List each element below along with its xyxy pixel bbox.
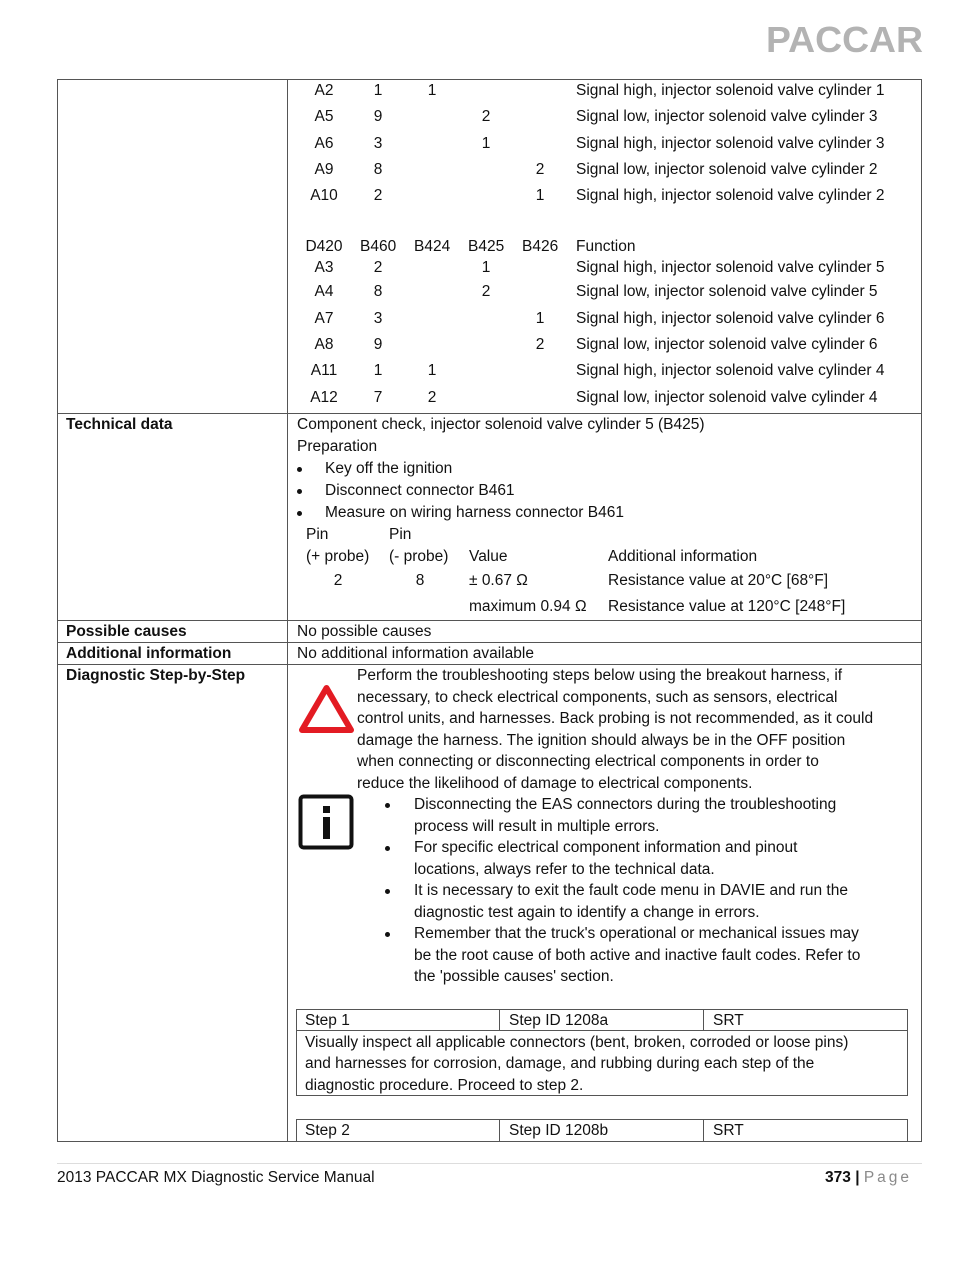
step-2-col-divider	[703, 1119, 704, 1141]
b460-cell: 9	[373, 108, 383, 125]
b426-cell: 1	[535, 310, 545, 327]
b460-cell: 1	[373, 362, 383, 379]
warning-icon	[298, 684, 355, 734]
function-cell: Signal low, injector solenoid valve cylinder 2	[576, 161, 878, 178]
table-right-border	[921, 79, 922, 1142]
function-cell: Signal low, injector solenoid valve cylinder 4	[576, 389, 878, 406]
possible-causes-text: No possible causes	[297, 623, 432, 640]
bullet-icon	[297, 489, 302, 494]
info-icon	[298, 794, 355, 850]
function-cell: Signal high, injector solenoid valve cylinder 6	[576, 310, 885, 327]
step-1-col-divider	[703, 1009, 704, 1031]
b424-cell: 1	[427, 82, 437, 99]
d420-cell: A12	[310, 389, 338, 406]
list-item-text: Disconnecting the EAS connectors during the troubleshooting	[414, 796, 837, 813]
b460-cell: 9	[373, 336, 383, 353]
warning-line: control units, and harnesses. Back probing is not recommended, as it could	[357, 710, 874, 727]
additional-information-label: Additional information	[66, 645, 232, 662]
function-cell: Signal low, injector solenoid valve cylinder 5	[576, 283, 878, 300]
function-cell: Signal high, injector solenoid valve cylinder 4	[576, 362, 885, 379]
info-cell: Resistance value at 120°C [248°F]	[608, 598, 846, 615]
d420-cell: A6	[314, 135, 334, 152]
d420-cell: A3	[314, 259, 334, 276]
d420-cell: A8	[314, 336, 334, 353]
list-item-text: diagnostic test again to identify a change in errors.	[414, 904, 760, 921]
bullet-icon	[385, 932, 390, 937]
d420-cell: A10	[310, 187, 338, 204]
warning-line: reduce the likelihood of damage to electrical components.	[357, 775, 753, 792]
step-1-text: Visually inspect all applicable connectors (bent, broken, corroded or loose pins)	[305, 1034, 849, 1051]
col-header-pin-minus: Pin	[389, 526, 412, 543]
function-cell: Signal low, injector solenoid valve cylinder 6	[576, 336, 878, 353]
table-top-border	[57, 79, 922, 80]
d420-cell: A7	[314, 310, 334, 327]
value-cell: ± 0.67 Ω	[469, 572, 528, 589]
step-2-id: Step ID 1208b	[509, 1122, 609, 1139]
function-cell: Signal low, injector solenoid valve cylinder 3	[576, 108, 878, 125]
list-item-text: Disconnect connector B461	[325, 482, 515, 499]
b424-cell: 1	[427, 362, 437, 379]
list-item-text: For specific electrical component information and pinout	[414, 839, 798, 856]
step-2-top-border	[296, 1119, 908, 1120]
col-header-minus-probe: (- probe)	[389, 548, 449, 565]
b460-cell: 2	[373, 187, 383, 204]
step-1-type: SRT	[713, 1012, 744, 1029]
b426-cell: 1	[535, 187, 545, 204]
bullet-icon	[385, 846, 390, 851]
footer-page-number	[825, 1168, 912, 1188]
pin-minus-cell: 8	[415, 572, 425, 589]
function-cell: Signal high, injector solenoid valve cylinder 2	[576, 187, 885, 204]
step-2-right-border	[907, 1119, 908, 1141]
bullet-icon	[385, 803, 390, 808]
row-divider	[57, 664, 922, 665]
pin-plus-cell: 2	[333, 572, 343, 589]
preparation-label: Preparation	[297, 438, 378, 455]
b460-cell: 7	[373, 389, 383, 406]
b460-cell: 8	[373, 283, 383, 300]
function-cell: Signal high, injector solenoid valve cylinder 3	[576, 135, 885, 152]
step-1-label: Step 1	[305, 1012, 350, 1029]
technical-data-label: Technical data	[66, 416, 173, 433]
logo-text: PACCAR	[766, 22, 923, 56]
b460-cell: 8	[373, 161, 383, 178]
row-divider	[57, 620, 922, 621]
warning-line: when connecting or disconnecting electrical components in order to	[357, 753, 819, 770]
b426-cell: 2	[535, 161, 545, 178]
b460-cell: 1	[373, 82, 383, 99]
row-divider	[57, 413, 922, 414]
b425-cell: 2	[481, 283, 491, 300]
col-header-value: Value	[469, 548, 508, 565]
step-2-left-border	[296, 1119, 297, 1141]
step-2-col-divider	[499, 1119, 500, 1141]
col-header-b426: B426	[522, 238, 559, 255]
paccar-logo	[766, 22, 924, 56]
b424-cell: 2	[427, 389, 437, 406]
info-cell: Resistance value at 20°C [68°F]	[608, 572, 829, 589]
additional-information-text: No additional information available	[297, 645, 534, 662]
step-1-id: Step ID 1208a	[509, 1012, 609, 1029]
b425-cell: 2	[481, 108, 491, 125]
step-1-text: and harnesses for corrosion, damage, and rubbing during each step of the	[305, 1055, 815, 1072]
warning-line: Perform the troubleshooting steps below using the breakout harness, if	[357, 667, 843, 684]
col-header-function: Function	[576, 238, 636, 255]
col-header-d420: D420	[305, 238, 343, 255]
col-header-b460: B460	[360, 238, 397, 255]
b460-cell: 3	[373, 135, 383, 152]
list-item-text: It is necessary to exit the fault code menu in DAVIE and run the	[414, 882, 848, 899]
list-item-text: the 'possible causes' section.	[414, 968, 614, 985]
bullet-icon	[297, 511, 302, 516]
b460-cell: 2	[373, 259, 383, 276]
function-cell: Signal high, injector solenoid valve cylinder 5	[576, 259, 885, 276]
page-separator: |	[855, 1169, 860, 1186]
page-word: Page	[863, 1169, 913, 1186]
footer-divider	[57, 1163, 922, 1164]
diagnostic-label: Diagnostic Step-by-Step	[66, 667, 246, 684]
table-left-border	[57, 79, 58, 1142]
d420-cell: A9	[314, 161, 334, 178]
bullet-icon	[297, 467, 302, 472]
b426-cell: 2	[535, 336, 545, 353]
list-item-text: process will result in multiple errors.	[414, 818, 660, 835]
step-1-text: diagnostic procedure. Proceed to step 2.	[305, 1077, 584, 1094]
bullet-icon	[385, 889, 390, 894]
step-2-label: Step 2	[305, 1122, 350, 1139]
col-header-pin-plus: Pin	[306, 526, 329, 543]
col-header-b424: B424	[414, 238, 451, 255]
b425-cell: 1	[481, 135, 491, 152]
d420-cell: A4	[314, 283, 334, 300]
warning-line: damage the harness. The ignition should always be in the OFF position	[357, 732, 846, 749]
d420-cell: A2	[314, 82, 334, 99]
col-header-plus-probe: (+ probe)	[306, 548, 370, 565]
technical-data-title: Component check, injector solenoid valve cylinder 5 (B425)	[297, 416, 705, 433]
step-1-col-divider	[499, 1009, 500, 1031]
b460-cell: 3	[373, 310, 383, 327]
b425-cell: 1	[481, 259, 491, 276]
list-item-text: Remember that the truck's operational or mechanical issues may	[414, 925, 859, 942]
d420-cell: A11	[310, 362, 338, 379]
row-divider	[57, 642, 922, 643]
table-bottom-border	[57, 1141, 922, 1142]
list-item-text: locations, always refer to the technical data.	[414, 861, 715, 878]
page-number: 373	[825, 1169, 851, 1186]
list-item-text: Key off the ignition	[325, 460, 453, 477]
col-header-b425: B425	[468, 238, 505, 255]
list-item-text: be the root cause of both active and inactive fault codes. Refer to	[414, 947, 861, 964]
step-2-type: SRT	[713, 1122, 744, 1139]
col-header-additional-info: Additional information	[608, 548, 758, 565]
function-cell: Signal high, injector solenoid valve cylinder 1	[576, 82, 885, 99]
table-col-divider	[287, 79, 288, 1142]
value-cell: maximum 0.94 Ω	[469, 598, 587, 615]
footer-manual-title: 2013 PACCAR MX Diagnostic Service Manual	[57, 1169, 375, 1186]
list-item-text: Measure on wiring harness connector B461	[325, 504, 624, 521]
possible-causes-label: Possible causes	[66, 623, 187, 640]
warning-line: necessary, to check electrical components, such as sensors, electrical	[357, 689, 838, 706]
d420-cell: A5	[314, 108, 334, 125]
